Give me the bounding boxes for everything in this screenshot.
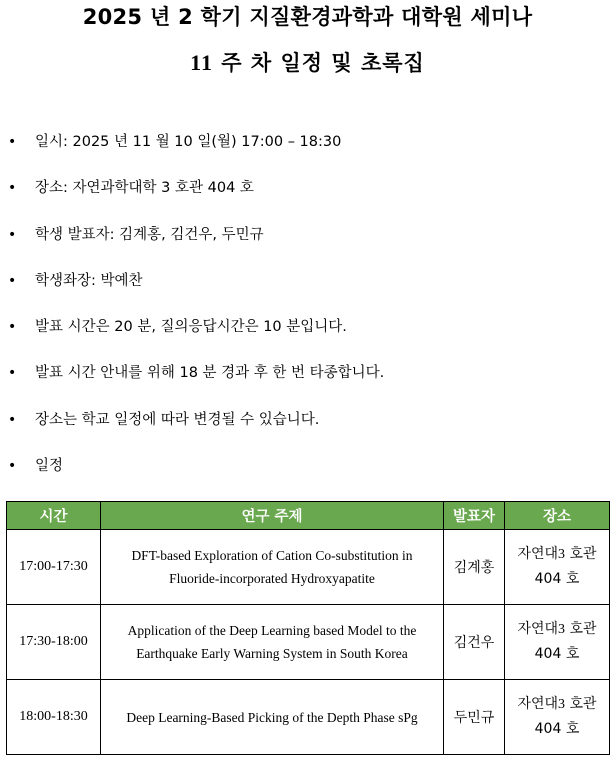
info-text: 장소는 학교 일정에 따라 변경될 수 있습니다. [35,411,320,428]
info-text: 일시: 2025 년 11 월 10 일(월) 17:00 – 18:30 [35,134,342,150]
cell-place [505,605,610,680]
place-room: 404 호 [534,721,580,737]
bullet-icon: • [8,134,17,150]
bullet-icon: • [8,180,17,197]
place-suffix: 호관 [565,696,597,712]
place-number: 3 [558,547,566,562]
column-header-topic: 연구 주제 [101,502,444,530]
page-title: 2025 년 2 학기 지질환경과학과 대학원 세미나 [82,5,533,29]
column-header-time: 시간 [7,502,101,530]
info-text: 발표 시간은 20 분, 질의응답시간은 10 분입니다. [35,319,347,336]
table-row [7,680,610,755]
cell-topic [101,680,444,755]
cell-place [505,530,610,605]
info-text: 학생 발표자: 김계홍, 김건우, 두민규 [35,226,264,243]
topic-line: Application of the Deep Learning based Model to the [127,623,417,638]
column-header-presenter: 발표자 [444,502,505,530]
bullet-icon: • [8,458,17,475]
week-number: 11 [190,50,213,75]
place-room: 404 호 [534,646,580,662]
info-text: 일정 [35,458,64,475]
cell-time: 17:00-17:30 [7,530,101,605]
subtitle-text: 주 차 일정 및 초록집 [212,51,425,75]
table-row [7,605,610,680]
topic-line: DFT-based Exploration of Cation Co-substitution in [131,548,413,563]
topic-line: Earthquake Early Warning System in South Korea [136,646,408,661]
bullet-icon: • [8,365,17,382]
bullet-icon: • [8,411,17,428]
cell-time: 17:30-18:00 [7,605,101,680]
schedule-table [6,501,610,755]
place-number: 3 [558,622,566,637]
place-suffix: 호관 [565,546,597,562]
place-room: 404 호 [534,571,580,587]
place-number: 3 [558,697,566,712]
place-suffix: 호관 [565,621,597,637]
cell-presenter: 두민규 [444,680,505,755]
cell-presenter: 김계홍 [444,530,505,605]
cell-place [505,680,610,755]
cell-time: 18:00-18:30 [7,680,101,755]
bullet-icon: • [8,226,17,243]
cell-topic [101,605,444,680]
page-subtitle [0,48,615,78]
cell-topic [101,530,444,605]
place-building: 자연대 [517,621,559,637]
column-header-place: 장소 [505,502,610,530]
place-building: 자연대 [517,546,559,562]
info-text: 장소: 자연과학대학 3 호관 404 호 [35,180,254,197]
topic-line: Deep Learning-Based Picking of the Depth Phase sPg [126,709,418,725]
bullet-icon: • [8,319,17,336]
bullet-icon: • [8,272,17,289]
topic-line: Fluoride-incorporated Hydroxyapatite [169,571,375,586]
table-row [7,530,610,605]
table-header-row [7,502,610,530]
info-text: 학생좌장: 박예찬 [35,272,143,289]
place-building: 자연대 [517,696,559,712]
info-text: 발표 시간 안내를 위해 18 분 경과 후 한 번 타종합니다. [35,365,385,382]
cell-presenter: 김건우 [444,605,505,680]
